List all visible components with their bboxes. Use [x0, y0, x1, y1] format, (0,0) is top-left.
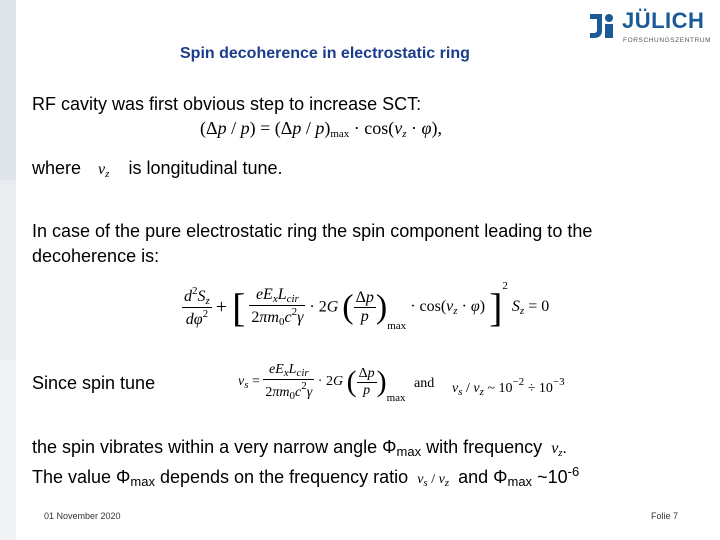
result-text: ~10	[532, 467, 568, 487]
page-title: Spin decoherence in electrostatic ring	[180, 45, 470, 62]
logo-subtext: FORSCHUNGSZENTRUM	[623, 37, 712, 44]
result-line-2	[32, 461, 579, 494]
nu-ratio-symbol: $\nu_s / \nu_z$	[417, 472, 450, 489]
and-word: and	[414, 376, 435, 391]
result-text: and Φ	[458, 467, 508, 487]
left-bar-segment	[0, 360, 16, 540]
equation-rf-cavity: $(\Delta p / p) = (\Delta p / p)_{max} \cdot \cos(\nu_z \cdot \varphi)$,	[200, 118, 443, 140]
equation-ratio: $\nu_s / \nu_z$ ~ $10^{-2} \div 10^{-3}$	[452, 376, 565, 398]
result-text: with frequency	[421, 437, 543, 457]
exponent: -6	[567, 464, 580, 479]
paragraph-line: decoherence is:	[32, 246, 160, 266]
result-line-1	[32, 436, 567, 464]
where-suffix: is longitudinal tune.	[128, 158, 283, 178]
footer-date: 01 November 2020	[44, 511, 121, 521]
equation-spin-tune: $\nu_s$ = $\frac{eE_xL_{cir}}{2\pi m_0c^2\gamma}$ · 2G ( $\frac{\Delta p}{p}$ )$_{max}$	[238, 362, 406, 405]
result-text: the spin vibrates within a very narrow angle Φ	[32, 437, 397, 457]
nu-z-symbol: $\nu_z$	[98, 161, 110, 180]
paragraph-line: In case of the pure electrostatic ring the spin component leading to the	[32, 221, 593, 241]
since-label: Since spin tune	[32, 373, 156, 393]
result-text: depends on the frequency ratio	[154, 467, 409, 487]
footer-page-number: Folie 7	[651, 511, 679, 521]
left-decorative-bar	[0, 0, 16, 540]
left-bar-segment	[0, 0, 16, 180]
max-subscript: max	[130, 474, 155, 489]
intro-line: RF cavity was first obvious step to increase SCT:	[32, 94, 422, 114]
nu-z-symbol: $\nu_z$.	[551, 440, 567, 459]
logo-text: JÜLICH	[622, 8, 705, 33]
julich-logo	[586, 8, 712, 50]
julich-logo-mark-icon	[586, 10, 616, 40]
max-subscript: max	[507, 474, 533, 489]
max-subscript: max	[396, 444, 422, 459]
left-bar-segment	[0, 180, 16, 360]
where-line	[32, 157, 283, 185]
where-prefix: where	[32, 158, 82, 178]
equation-spin-component: $\frac{d^2S_z}{d\varphi^2}$ + [ $\frac{eE_xL_{cir}}{2\pi m_0c^2\gamma}$ · 2G ( $\frac{\Delta p}{p}$ )$_{max} \cdot \cos(\nu_z \cdot \varphi)$ ]$^2$ $S_z = 0$	[184, 280, 550, 332]
result-text: The value Φ	[32, 467, 131, 487]
